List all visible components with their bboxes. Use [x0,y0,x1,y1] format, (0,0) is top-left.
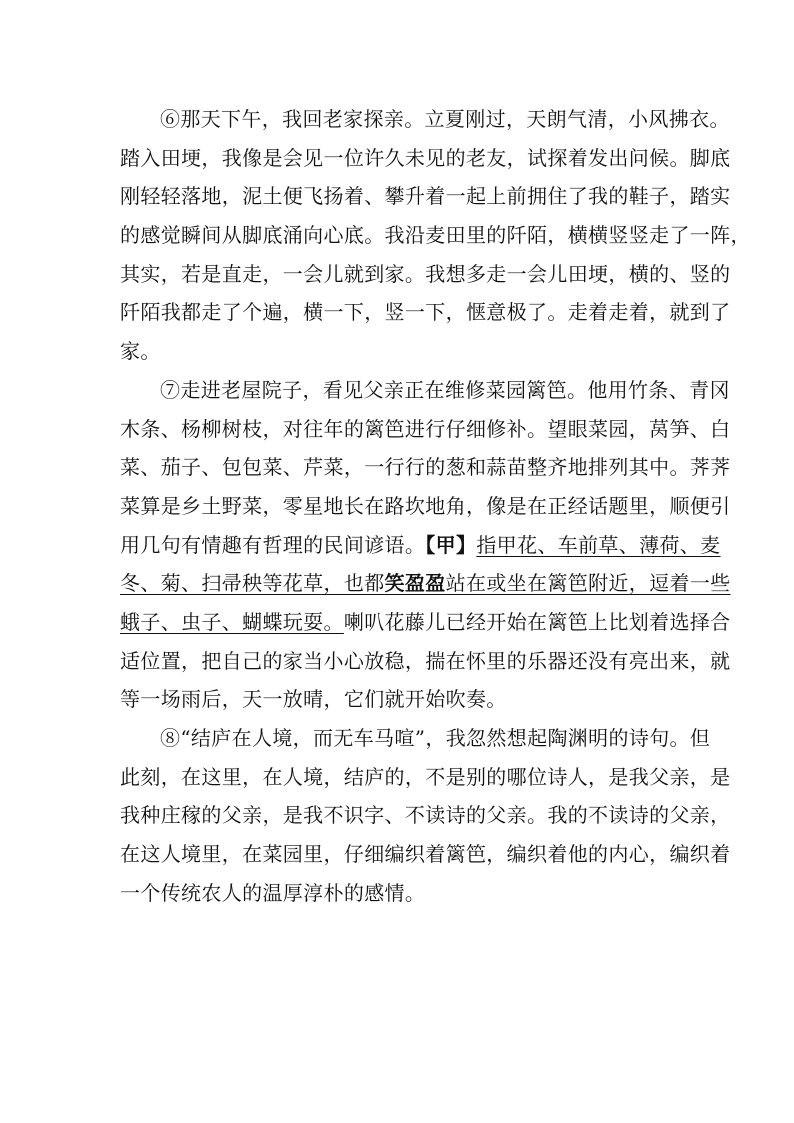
paragraph-6 [120,100,751,371]
text-line: 踏入田埂，我像是会见一位许久未见的老友，试探着发出问候。脚底 [120,145,731,170]
text-line: ⑧“结庐在人境，而无车马喧”，我忽然想起陶渊明的诗句。但 [160,726,711,750]
text-line: 的感觉瞬间从脚底涌向心底。我沿麦田里的阡陌，横横竖竖走了一阵， [120,223,751,248]
underlined-passage: 冬、菊、扫帚秧等花草，也都 [120,571,385,596]
text-line: 在这人境里，在菜园里，仔细编织着篱笆，编织着他的内心，编织着 [120,842,731,867]
text-line: 菜、茄子、包包菜、芹菜，一行行的葱和蒜苗整齐地排列其中。荠荠 [120,455,731,480]
text-line: 等一场雨后，天一放晴，它们就开始吹奏。 [120,687,507,712]
text-line: 菜算是乡土野菜，零星地长在路坎地角，像是在正经话题里，顺便引 [120,493,731,518]
bold-word: 笑盈盈 [384,571,446,596]
underlined-passage: 站在或坐在篱笆附近，逗着一些 [445,571,731,596]
text-line: 其实，若是直走，一会儿就到家。我想多走一会儿田埂，横的、竖的 [120,261,731,286]
text-line: 一个传统农人的温厚淳朴的感情。 [120,880,426,905]
text-line: ⑦走进老屋院子，看见父亲正在维修菜园篱笆。他用竹条、青冈 [160,377,730,402]
text-line: 木条、杨柳树枝，对往年的篱笆进行仔细修补。望眼菜园，莴笋、白 [120,416,731,441]
text-line: 此刻，在这里，在人境，结庐的，不是别的哪位诗人，是我父亲，是 [120,764,731,789]
paragraph-8 [120,719,731,912]
paragraph-7 [120,371,731,719]
text-line: 我种庄稼的父亲，是我不识字、不读诗的父亲。我的不读诗的父亲， [120,803,731,828]
text-line: 刚轻轻落地，泥土便飞扬着、攀升着一起上前拥住了我的鞋子，踏实 [120,184,731,209]
text-line: ⑥那天下午，我回老家探亲。立夏刚过，天朗气清，小风拂衣。 [160,107,730,131]
text-line [120,603,731,642]
text-line: 阡陌我都走了个遍，横一下，竖一下，惬意极了。走着走着，就到了 [120,300,731,325]
underlined-passage: 指甲花、车前草、薄荷、麦 [476,532,721,557]
text-segment: 喇叭花藤儿已经开始在篱笆上比划着选择合 [343,609,731,634]
text-line [120,564,731,603]
text-line: 家。 [120,339,161,364]
essay-text [120,100,751,912]
underlined-passage: 蛾子、虫子、蝴蝶玩耍。 [120,609,344,634]
marker-jia: 【甲】 [425,532,477,557]
text-line [120,526,721,565]
text-line: 适位置，把自己的家当小心放稳，揣在怀里的乐器还没有亮出来，就 [120,648,731,673]
text-segment: 用几句有情趣有哲理的民间谚语。 [120,532,426,557]
